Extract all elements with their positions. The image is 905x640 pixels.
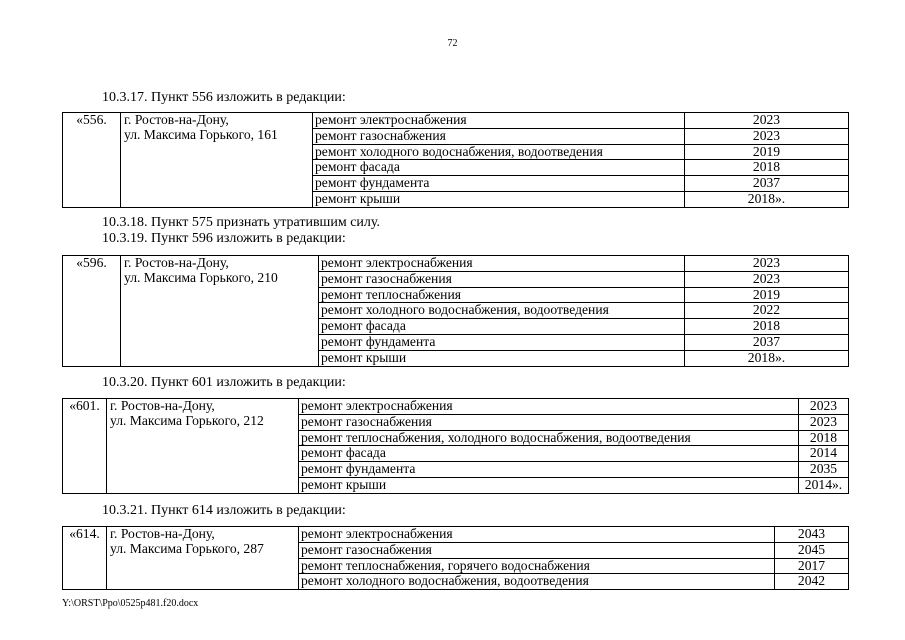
paragraph-10-3-21: 10.3.21. Пункт 614 изложить в редакции: xyxy=(102,503,346,518)
work-type-cell: ремонт крыши xyxy=(299,477,799,493)
year-cell: 2023 xyxy=(799,399,849,415)
work-type-cell: ремонт теплоснабжения xyxy=(319,287,685,303)
year-cell: 2014». xyxy=(799,477,849,493)
table-row xyxy=(63,399,849,415)
year-cell: 2023 xyxy=(685,256,849,272)
work-type-cell: ремонт фундамента xyxy=(319,334,685,350)
page-number: 72 xyxy=(447,38,458,49)
address-line: ул. Максима Горького, 212 xyxy=(110,412,264,428)
address-line: г. Ростов-на-Дону, xyxy=(124,112,229,127)
table-item-614 xyxy=(62,526,849,590)
year-cell: 2018 xyxy=(685,160,849,176)
address-cell xyxy=(121,113,313,208)
year-cell: 2017 xyxy=(775,558,849,574)
year-cell: 2018». xyxy=(685,191,849,207)
work-type-cell: ремонт фасада xyxy=(313,160,685,176)
table-item-601 xyxy=(62,398,849,494)
year-cell: 2023 xyxy=(685,271,849,287)
year-cell: 2023 xyxy=(799,414,849,430)
year-cell: 2018 xyxy=(799,430,849,446)
table-row xyxy=(63,527,849,543)
work-type-cell: ремонт газоснабжения xyxy=(319,271,685,287)
year-cell: 2035 xyxy=(799,462,849,478)
year-cell: 2037 xyxy=(685,176,849,192)
work-type-cell: ремонт крыши xyxy=(319,350,685,366)
year-cell: 2023 xyxy=(685,113,849,129)
item-number: «614. xyxy=(63,527,107,590)
work-type-cell: ремонт электроснабжения xyxy=(299,399,799,415)
year-cell: 2042 xyxy=(775,574,849,590)
work-type-cell: ремонт газоснабжения xyxy=(313,128,685,144)
paragraph-10-3-19: 10.3.19. Пункт 596 изложить в редакции: xyxy=(102,231,346,246)
item-number: «596. xyxy=(63,256,121,367)
address-cell xyxy=(107,527,299,590)
work-type-cell: ремонт электроснабжения xyxy=(319,256,685,272)
file-path-footer: Y:\ORST\Ppo\0525p481.f20.docx xyxy=(62,598,199,609)
work-type-cell: ремонт газоснабжения xyxy=(299,414,799,430)
year-cell: 2023 xyxy=(685,128,849,144)
year-cell: 2043 xyxy=(775,527,849,543)
address-line: г. Ростов-на-Дону, xyxy=(124,255,229,270)
year-cell: 2037 xyxy=(685,334,849,350)
work-type-cell: ремонт электроснабжения xyxy=(299,527,775,543)
address-line: ул. Максима Горького, 161 xyxy=(124,126,278,142)
year-cell: 2045 xyxy=(775,542,849,558)
paragraph-10-3-17: 10.3.17. Пункт 556 изложить в редакции: xyxy=(102,90,346,105)
address-line: ул. Максима Горького, 287 xyxy=(110,540,264,556)
year-cell: 2019 xyxy=(685,144,849,160)
paragraph-10-3-18: 10.3.18. Пункт 575 признать утратившим силу. xyxy=(102,215,380,230)
item-number: «601. xyxy=(63,399,107,494)
work-type-cell: ремонт крыши xyxy=(313,191,685,207)
paragraph-10-3-20: 10.3.20. Пункт 601 изложить в редакции: xyxy=(102,375,346,390)
work-type-cell: ремонт теплоснабжения, горячего водоснабжения xyxy=(299,558,775,574)
work-type-cell: ремонт теплоснабжения, холодного водоснабжения, водоотведения xyxy=(299,430,799,446)
table-item-556 xyxy=(62,112,849,208)
table-row xyxy=(63,113,849,129)
year-cell: 2018 xyxy=(685,319,849,335)
address-line: ул. Максима Горького, 210 xyxy=(124,269,278,285)
address-cell xyxy=(121,256,319,367)
year-cell: 2022 xyxy=(685,303,849,319)
work-type-cell: ремонт фундамента xyxy=(313,176,685,192)
address-line: г. Ростов-на-Дону, xyxy=(110,526,215,541)
work-type-cell: ремонт фундамента xyxy=(299,462,799,478)
table-item-596 xyxy=(62,255,849,367)
work-type-cell: ремонт фасада xyxy=(299,446,799,462)
year-cell: 2018». xyxy=(685,350,849,366)
address-cell xyxy=(107,399,299,494)
year-cell: 2019 xyxy=(685,287,849,303)
work-type-cell: ремонт холодного водоснабжения, водоотведения xyxy=(319,303,685,319)
work-type-cell: ремонт газоснабжения xyxy=(299,542,775,558)
work-type-cell: ремонт холодного водоснабжения, водоотведения xyxy=(313,144,685,160)
work-type-cell: ремонт холодного водоснабжения, водоотведения xyxy=(299,574,775,590)
item-number: «556. xyxy=(63,113,121,208)
table-row xyxy=(63,256,849,272)
year-cell: 2014 xyxy=(799,446,849,462)
work-type-cell: ремонт электроснабжения xyxy=(313,113,685,129)
address-line: г. Ростов-на-Дону, xyxy=(110,398,215,413)
work-type-cell: ремонт фасада xyxy=(319,319,685,335)
